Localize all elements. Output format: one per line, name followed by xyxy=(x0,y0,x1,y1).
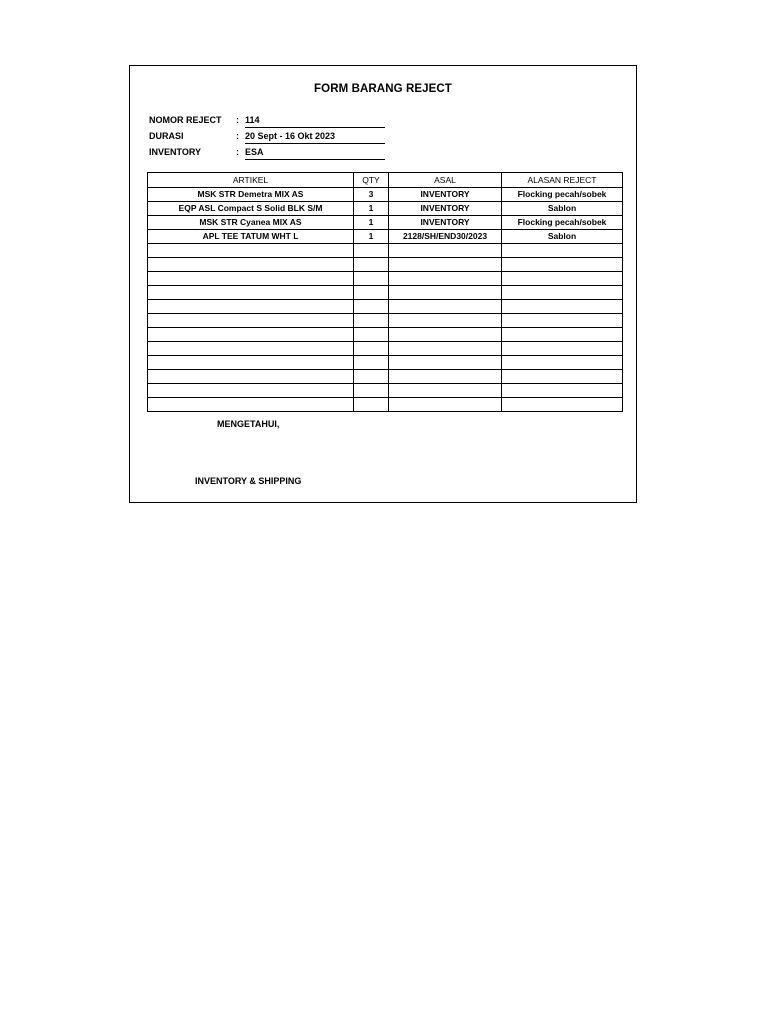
info-value-field xyxy=(245,128,385,144)
cell-qty: 3 xyxy=(354,188,389,202)
column-header-artikel: ARTIKEL xyxy=(148,173,354,188)
cell-artikel xyxy=(148,244,354,258)
info-value: ESA xyxy=(245,147,264,157)
info-colon: : xyxy=(236,147,239,157)
cell-artikel: APL TEE TATUM WHT L xyxy=(148,230,354,244)
cell-artikel xyxy=(148,342,354,356)
cell-qty: 1 xyxy=(354,230,389,244)
cell-alasan xyxy=(502,286,623,300)
cell-asal xyxy=(389,258,502,272)
cell-alasan xyxy=(502,258,623,272)
table-row xyxy=(148,244,623,258)
cell-qty xyxy=(354,314,389,328)
cell-artikel xyxy=(148,356,354,370)
cell-alasan xyxy=(502,384,623,398)
cell-alasan xyxy=(502,300,623,314)
cell-alasan xyxy=(502,342,623,356)
cell-asal xyxy=(389,342,502,356)
acknowledged-label: MENGETAHUI, xyxy=(217,419,280,429)
cell-artikel: MSK STR Cyanea MIX AS xyxy=(148,216,354,230)
cell-asal xyxy=(389,314,502,328)
cell-qty: 1 xyxy=(354,216,389,230)
table-header-row xyxy=(148,173,623,188)
column-header-qty: QTY xyxy=(354,173,389,188)
table-body xyxy=(148,188,623,412)
table-row xyxy=(148,258,623,272)
cell-qty xyxy=(354,328,389,342)
cell-alasan xyxy=(502,328,623,342)
info-value: 114 xyxy=(245,115,260,125)
info-label: NOMOR REJECT xyxy=(149,115,222,125)
cell-qty: 1 xyxy=(354,202,389,216)
cell-alasan: Flocking pecah/sobek xyxy=(502,216,623,230)
cell-qty xyxy=(354,244,389,258)
info-colon: : xyxy=(236,115,239,125)
cell-asal: INVENTORY xyxy=(389,202,502,216)
cell-qty xyxy=(354,342,389,356)
table-row xyxy=(148,314,623,328)
reject-items-table xyxy=(147,172,623,412)
cell-alasan: Flocking pecah/sobek xyxy=(502,188,623,202)
cell-asal xyxy=(389,272,502,286)
table-row xyxy=(148,342,623,356)
cell-qty xyxy=(354,356,389,370)
cell-qty xyxy=(354,370,389,384)
cell-artikel xyxy=(148,258,354,272)
info-label: INVENTORY xyxy=(149,147,202,157)
cell-alasan xyxy=(502,370,623,384)
cell-artikel: EQP ASL Compact S Solid BLK S/M xyxy=(148,202,354,216)
cell-asal xyxy=(389,286,502,300)
cell-alasan xyxy=(502,314,623,328)
info-value-field xyxy=(245,144,385,160)
cell-artikel xyxy=(148,384,354,398)
table-row xyxy=(148,230,623,244)
cell-qty xyxy=(354,286,389,300)
cell-asal: 2128/SH/END30/2023 xyxy=(389,230,502,244)
cell-alasan xyxy=(502,244,623,258)
cell-qty xyxy=(354,258,389,272)
cell-alasan: Sablon xyxy=(502,230,623,244)
cell-asal xyxy=(389,398,502,412)
table-row xyxy=(148,356,623,370)
info-colon: : xyxy=(236,131,239,141)
cell-artikel xyxy=(148,370,354,384)
cell-artikel xyxy=(148,314,354,328)
cell-artikel xyxy=(148,300,354,314)
cell-asal: INVENTORY xyxy=(389,188,502,202)
cell-alasan: Sablon xyxy=(502,202,623,216)
column-header-asal: ASAL xyxy=(389,173,502,188)
cell-qty xyxy=(354,384,389,398)
cell-qty xyxy=(354,300,389,314)
table-row xyxy=(148,272,623,286)
table-row xyxy=(148,216,623,230)
table-row xyxy=(148,188,623,202)
cell-asal xyxy=(389,356,502,370)
info-value: 20 Sept - 16 Okt 2023 xyxy=(245,131,336,141)
cell-asal xyxy=(389,328,502,342)
cell-qty xyxy=(354,398,389,412)
cell-asal: INVENTORY xyxy=(389,216,502,230)
department-label: INVENTORY & SHIPPING xyxy=(195,476,302,486)
info-label: DURASI xyxy=(149,131,184,141)
cell-alasan xyxy=(502,356,623,370)
table-row xyxy=(148,398,623,412)
cell-asal xyxy=(389,300,502,314)
table-row xyxy=(148,370,623,384)
cell-asal xyxy=(389,384,502,398)
table-row xyxy=(148,286,623,300)
cell-qty xyxy=(354,272,389,286)
table-row xyxy=(148,300,623,314)
form-title: FORM BARANG REJECT xyxy=(314,83,452,95)
table-row xyxy=(148,328,623,342)
cell-artikel xyxy=(148,328,354,342)
cell-artikel xyxy=(148,286,354,300)
cell-artikel: MSK STR Demetra MIX AS xyxy=(148,188,354,202)
cell-alasan xyxy=(502,272,623,286)
table-row xyxy=(148,384,623,398)
table-row xyxy=(148,202,623,216)
cell-artikel xyxy=(148,398,354,412)
cell-alasan xyxy=(502,398,623,412)
column-header-alasan-reject: ALASAN REJECT xyxy=(502,173,623,188)
cell-asal xyxy=(389,370,502,384)
cell-artikel xyxy=(148,272,354,286)
cell-asal xyxy=(389,244,502,258)
info-value-field xyxy=(245,112,385,128)
reject-form xyxy=(129,65,637,503)
